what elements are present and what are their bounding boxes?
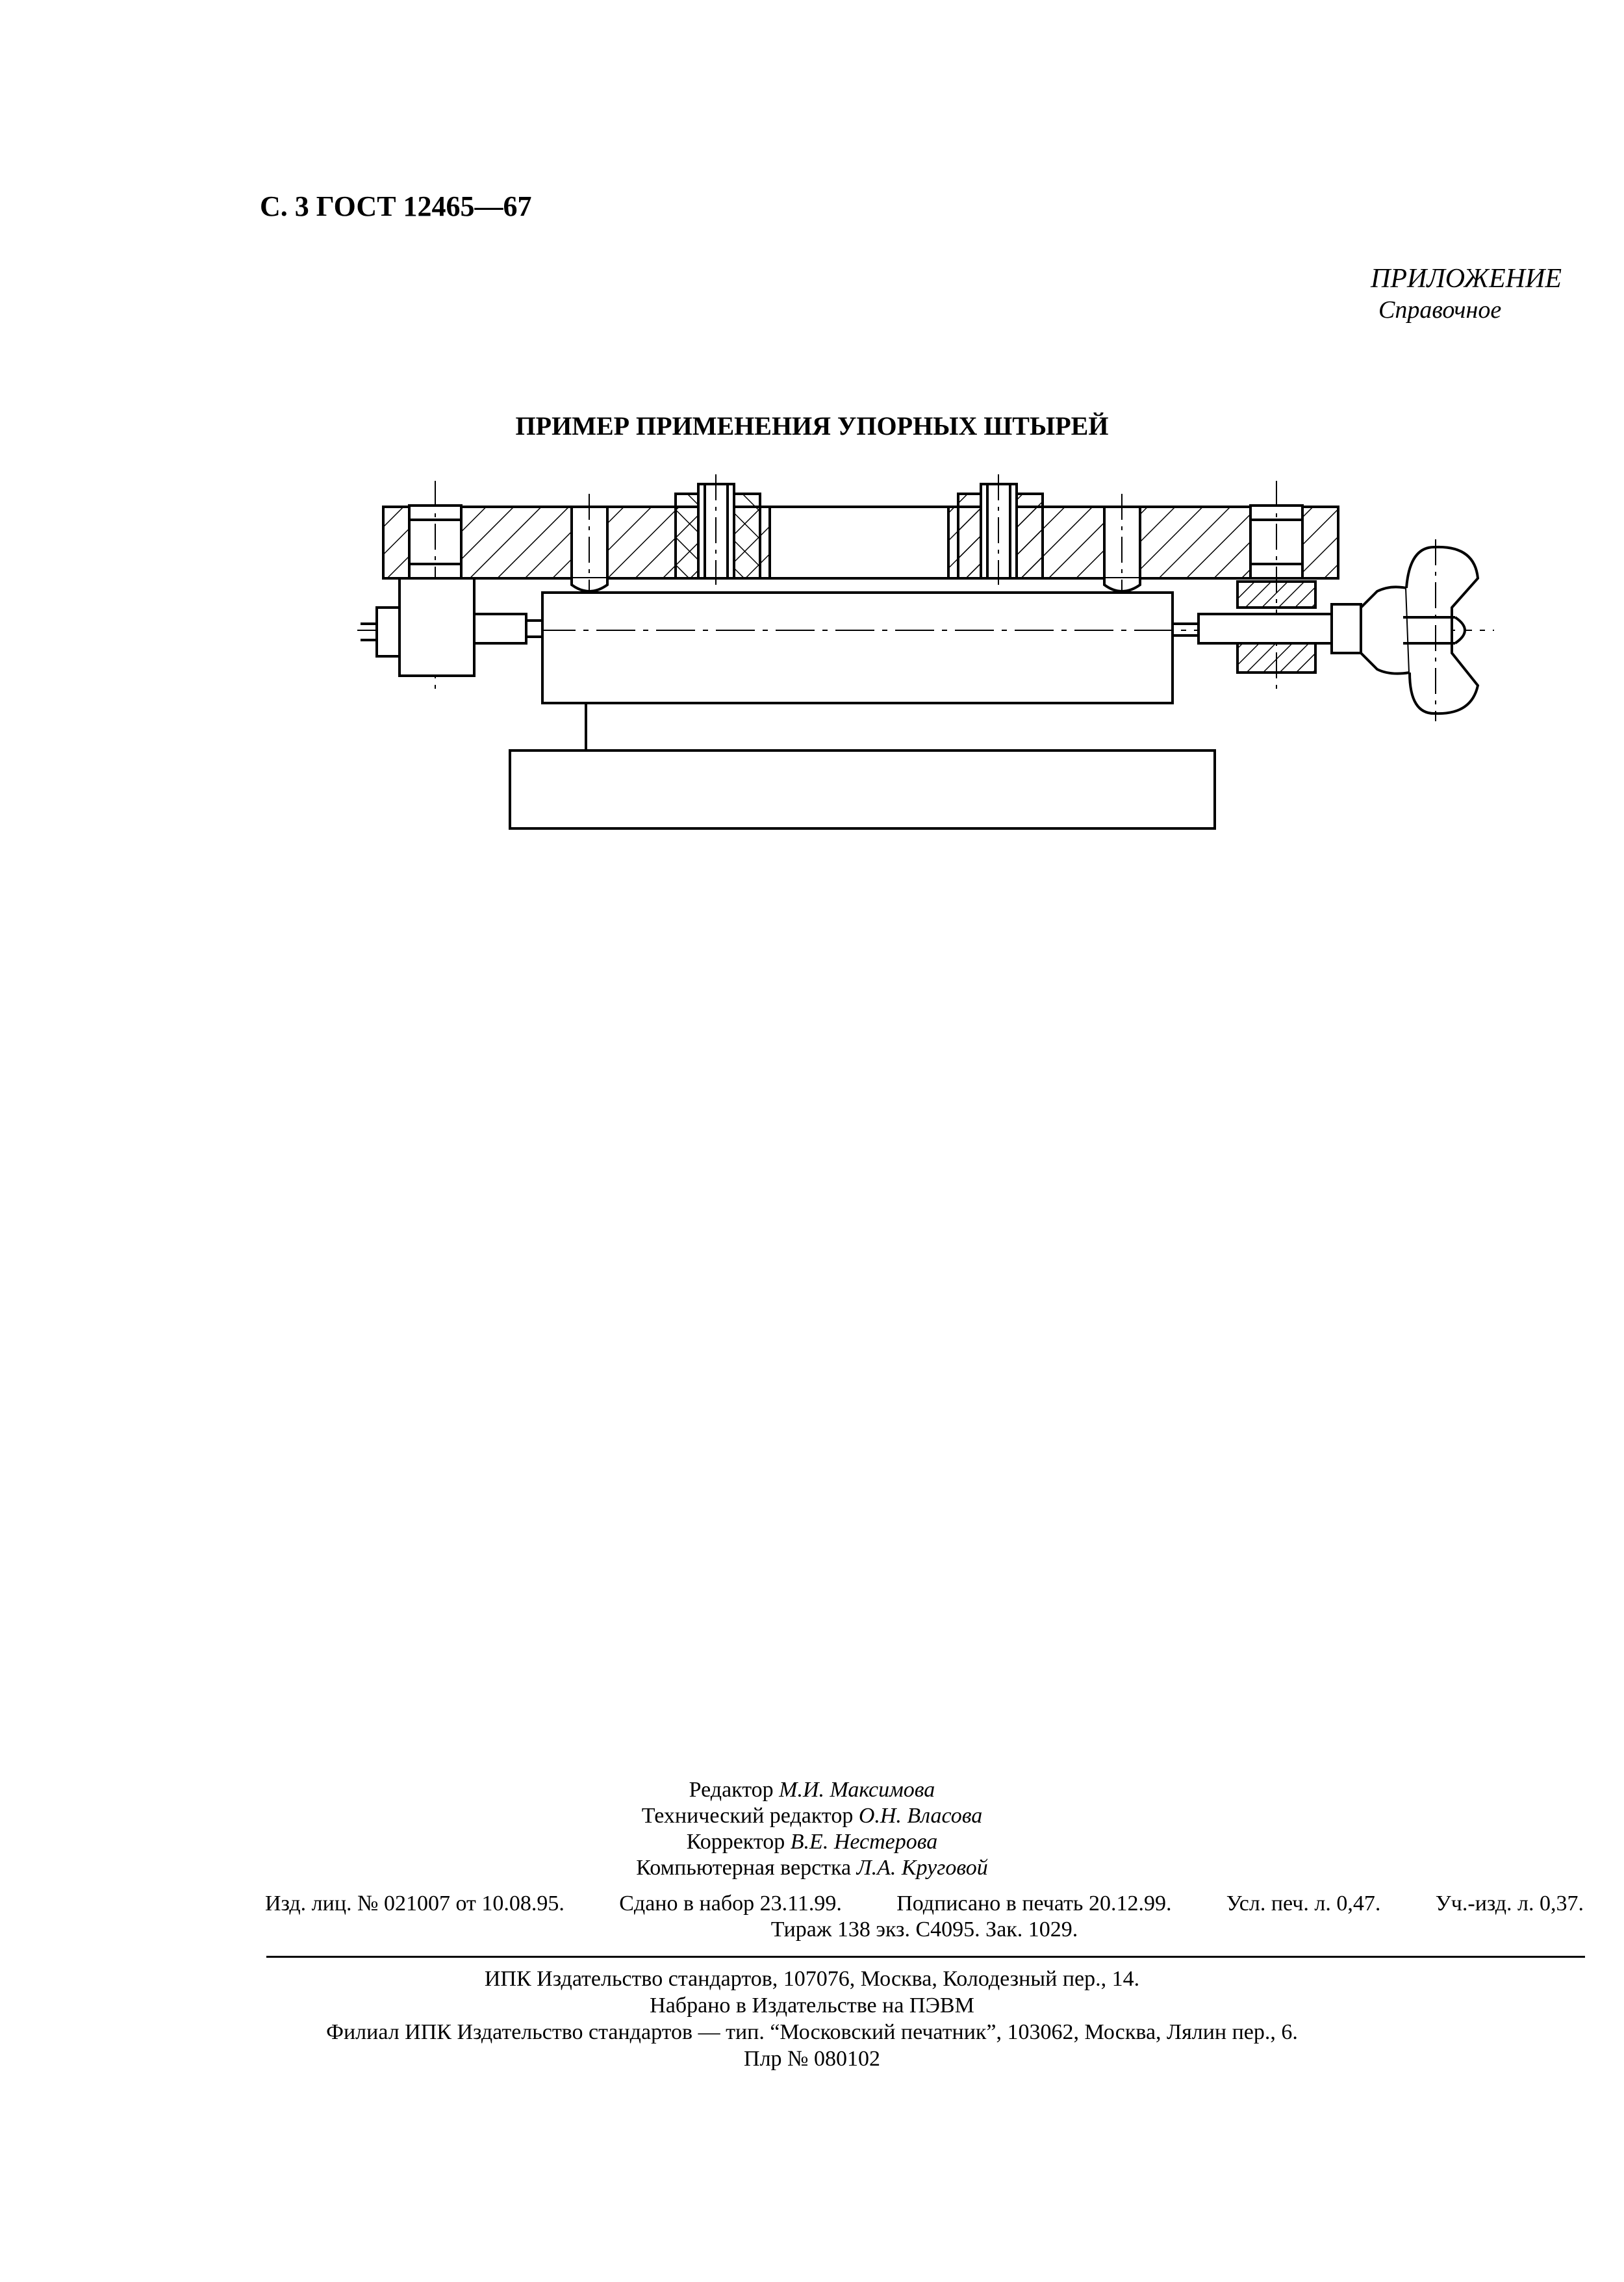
imprint-block	[265, 1891, 1584, 1943]
credit-line: Технический редактор О.Н. Власова	[641, 1804, 983, 1828]
top-plate	[383, 507, 1338, 578]
imprint-item: Сдано в набор 23.11.99.	[619, 1891, 842, 1916]
appendix-kind: Справочное	[1378, 296, 1502, 324]
publisher-block	[0, 1966, 1624, 2072]
stop-pin-right	[1104, 494, 1140, 604]
publisher-line: ИПК Издательство стандартов, 107076, Москва, Колодезный пер., 14.	[484, 1967, 1140, 1991]
workpiece	[542, 593, 1173, 703]
clamp-knob	[1361, 539, 1478, 721]
right-clamp	[1173, 582, 1361, 673]
publisher-line: Филиал ИПК Издательство стандартов — тип. “Московский печатник”, 103062, Москва, Лялин пер., 6.	[326, 2020, 1298, 2044]
stop-pin-left	[572, 494, 607, 604]
base-table	[510, 750, 1215, 828]
publisher-line: Плр № 080102	[744, 2047, 880, 2071]
imprint-item: Усл. печ. л. 0,47.	[1226, 1891, 1381, 1916]
imprint-item: Подписано в печать 20.12.99.	[896, 1891, 1172, 1916]
credit-line: Редактор М.И. Максимова	[689, 1778, 935, 1802]
appendix-label: ПРИЛОЖЕНИЕ	[1371, 264, 1562, 294]
left-stop	[361, 578, 542, 676]
guide-bushing-right	[958, 474, 1043, 585]
imprint-item: Изд. лиц. № 021007 от 10.08.95.	[265, 1891, 565, 1916]
guide-bushing-left	[676, 474, 760, 585]
page-header: С. 3 ГОСТ 12465—67	[260, 190, 532, 222]
stop-pin-assembly-drawing	[0, 0, 1624, 845]
figure-title: ПРИМЕР ПРИМЕНЕНИЯ УПОРНЫХ ШТЫРЕЙ	[515, 411, 1109, 441]
divider-rule	[266, 1956, 1585, 1958]
credits-block	[0, 1777, 1624, 1881]
credit-line: Корректор В.Е. Нестерова	[686, 1830, 938, 1854]
imprint-item: Уч.-изд. л. 0,37.	[1435, 1891, 1584, 1916]
imprint-circulation: Тираж 138 экз. С4095. Зак. 1029.	[770, 1917, 1078, 1942]
imprint-line	[265, 1891, 1584, 1917]
credit-line: Компьютерная верстка Л.А. Круговой	[636, 1856, 988, 1880]
publisher-line: Набрано в Издательстве на ПЭВМ	[650, 1994, 974, 2018]
